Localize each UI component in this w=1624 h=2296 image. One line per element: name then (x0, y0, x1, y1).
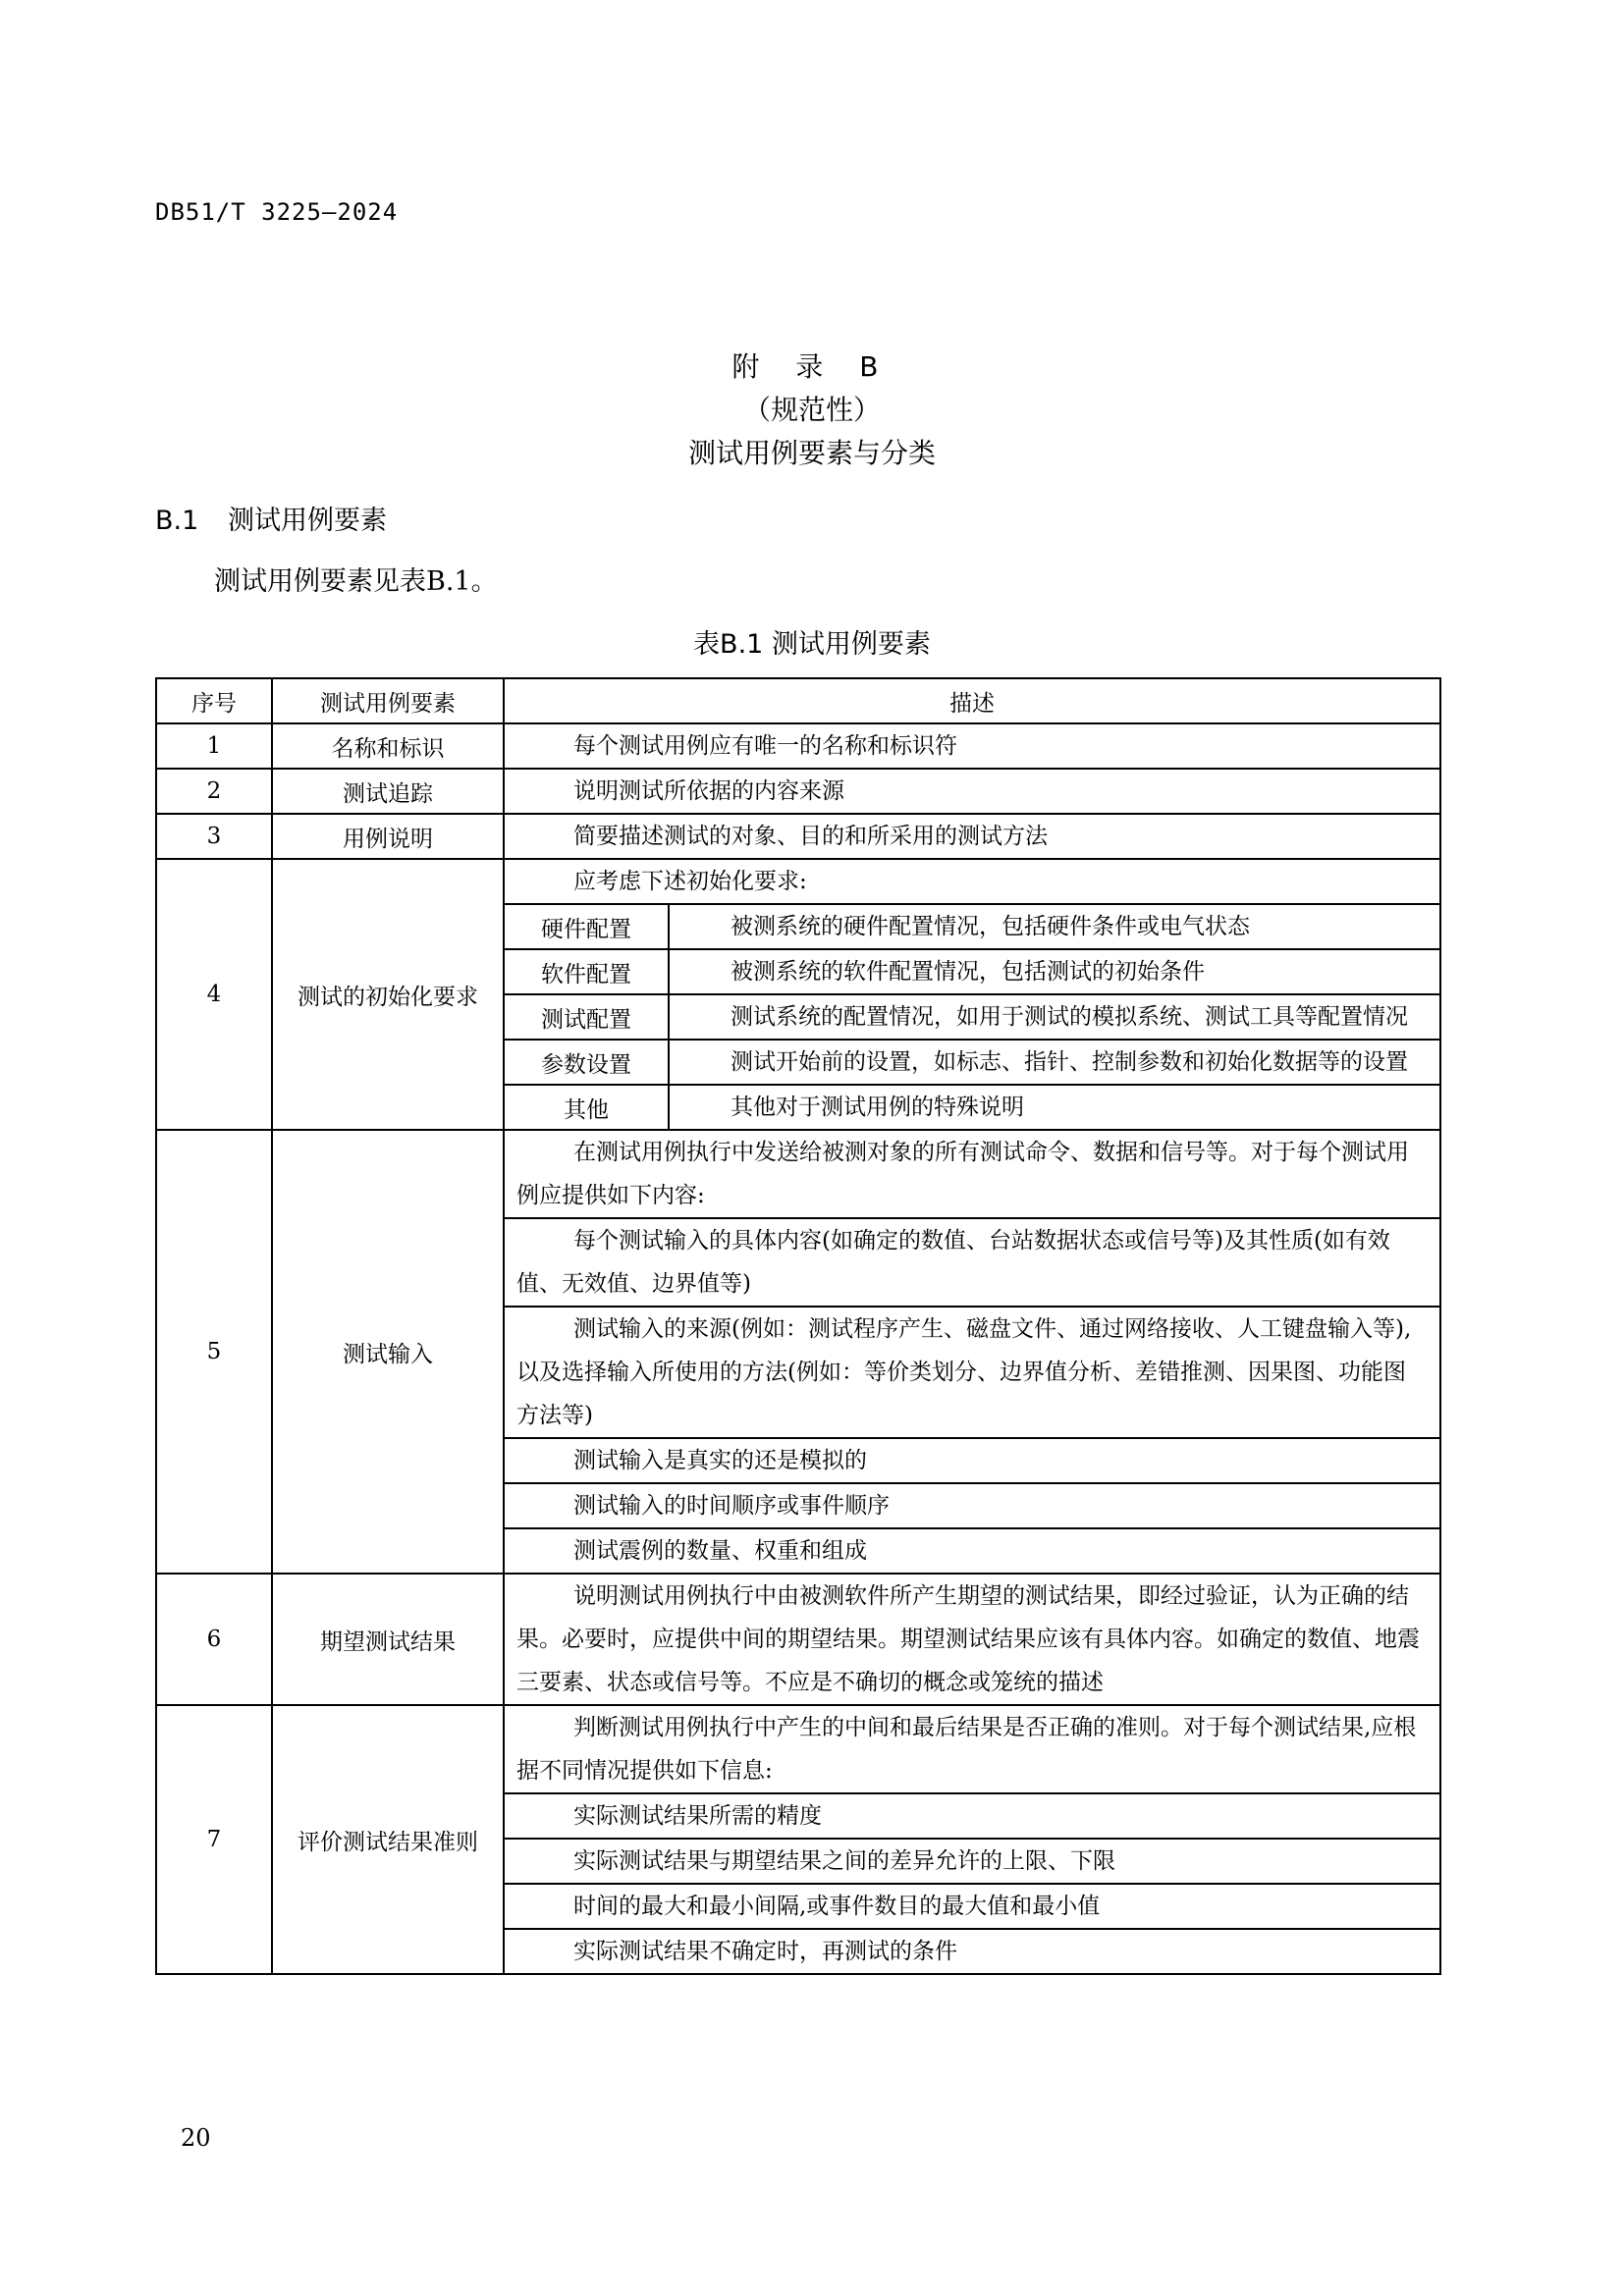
table-row (156, 814, 1440, 859)
section-title: 测试用例要素 (228, 506, 387, 536)
row-no: 5 (156, 1130, 272, 1574)
row-desc (504, 769, 1440, 814)
table-row (156, 723, 1440, 769)
init-intro: 应考虑下述初始化要求: (573, 869, 807, 894)
appendix-name: 测试用例要素与分类 (687, 437, 936, 469)
row-desc-text: 简要描述测试的对象、目的和所采用的测试方法 (573, 824, 1048, 849)
table-header-row (156, 678, 1440, 723)
sub-row (505, 904, 1439, 949)
desc-line: 测试输入的来源(例如：测试程序产生、磁盘文件、通过网络接收、人工键盘输入等),以及选择输入所使用的方法(例如：等价类划分、边界值分析、差错推测、因果图、功能图方法等) (505, 1306, 1439, 1437)
sub-row (505, 1040, 1439, 1085)
table-row (156, 859, 1440, 1130)
elements-table (155, 677, 1441, 1975)
row-no: 7 (156, 1705, 272, 1974)
table-caption: 表B.1 测试用例要素 (693, 629, 931, 660)
row-element: 名称和标识 (272, 723, 504, 769)
header-no: 序号 (156, 678, 272, 723)
row-element: 测试的初始化要求 (272, 859, 504, 1130)
sub-name: 硬件配置 (505, 904, 669, 949)
desc-line: 测试输入是真实的还是模拟的 (505, 1437, 1439, 1482)
init-sub-table (505, 903, 1439, 1129)
intro-paragraph: 测试用例要素见表B.1。 (214, 566, 498, 597)
desc-line: 每个测试输入的具体内容(如确定的数值、台站数据状态或信号等)及其性质(如有效值、无效值、边界值等) (505, 1217, 1439, 1306)
sub-text: 测试系统的配置情况，如用于测试的模拟系统、测试工具等配置情况 (669, 994, 1439, 1040)
sub-text: 测试开始前的设置，如标志、指针、控制参数和初始化数据等的设置 (669, 1040, 1439, 1085)
sub-row (505, 994, 1439, 1040)
sub-name: 测试配置 (505, 994, 669, 1040)
desc-line: 在测试用例执行中发送给被测对象的所有测试命令、数据和信号等。对于每个测试用例应提供如下内容: (516, 1140, 1409, 1208)
desc-line: 测试震例的数量、权重和组成 (505, 1527, 1439, 1573)
row-no: 4 (156, 859, 272, 1130)
section-heading (155, 499, 387, 537)
desc-line: 时间的最大和最小间隔,或事件数目的最大值和最小值 (505, 1883, 1439, 1928)
sub-text: 被测系统的硬件配置情况，包括硬件条件或电气状态 (669, 904, 1439, 949)
row-element: 测试追踪 (272, 769, 504, 814)
page-number: 20 (181, 2124, 211, 2152)
row-element: 测试输入 (272, 1130, 504, 1574)
table-row (156, 1130, 1440, 1574)
row-desc (504, 1705, 1440, 1974)
row-no: 6 (156, 1574, 272, 1705)
row-element: 期望测试结果 (272, 1574, 504, 1705)
row-element: 评价测试结果准则 (272, 1705, 504, 1974)
sub-row (505, 1085, 1439, 1129)
table-row (156, 769, 1440, 814)
sub-text: 其他对于测试用例的特殊说明 (669, 1085, 1439, 1129)
row-desc (504, 723, 1440, 769)
section-number: B.1 (155, 506, 199, 536)
desc-line: 测试输入的时间顺序或事件顺序 (505, 1482, 1439, 1527)
sub-text: 被测系统的软件配置情况，包括测试的初始条件 (669, 949, 1439, 994)
row-no: 3 (156, 814, 272, 859)
appendix-title: 附 录 B (731, 350, 893, 383)
row-desc (504, 1574, 1440, 1705)
appendix-type: （规范性） (742, 394, 881, 426)
row-desc (504, 814, 1440, 859)
header-element: 测试用例要素 (272, 678, 504, 723)
row-desc-text: 每个测试用例应有唯一的名称和标识符 (573, 733, 957, 759)
row-desc (504, 1130, 1440, 1574)
row-desc (504, 859, 1440, 1130)
sub-name: 参数设置 (505, 1040, 669, 1085)
row-no: 2 (156, 769, 272, 814)
desc-line: 实际测试结果与期望结果之间的差异允许的上限、下限 (505, 1838, 1439, 1883)
sub-name: 软件配置 (505, 949, 669, 994)
desc-line: 判断测试用例执行中产生的中间和最后结果是否正确的准则。对于每个测试结果,应根据不同情况提供如下信息: (516, 1715, 1417, 1784)
row-desc-text: 说明测试所依据的内容来源 (573, 778, 844, 804)
row-element: 用例说明 (272, 814, 504, 859)
row-no: 1 (156, 723, 272, 769)
desc-line: 说明测试用例执行中由被测软件所产生期望的测试结果，即经过验证，认为正确的结果。必要时，应提供中间的期望结果。期望测试结果应该有具体内容。如确定的数值、地震三要素、状态或信号等。不应是不确切的概念或笼统的描述 (516, 1583, 1420, 1695)
sub-row (505, 949, 1439, 994)
sub-name: 其他 (505, 1085, 669, 1129)
table-row (156, 1574, 1440, 1705)
desc-line: 实际测试结果所需的精度 (505, 1792, 1439, 1838)
desc-line: 实际测试结果不确定时，再测试的条件 (505, 1928, 1439, 1973)
table-row (156, 1705, 1440, 1974)
document-code: DB51/T 3225—2024 (155, 198, 399, 226)
header-desc: 描述 (504, 678, 1440, 723)
